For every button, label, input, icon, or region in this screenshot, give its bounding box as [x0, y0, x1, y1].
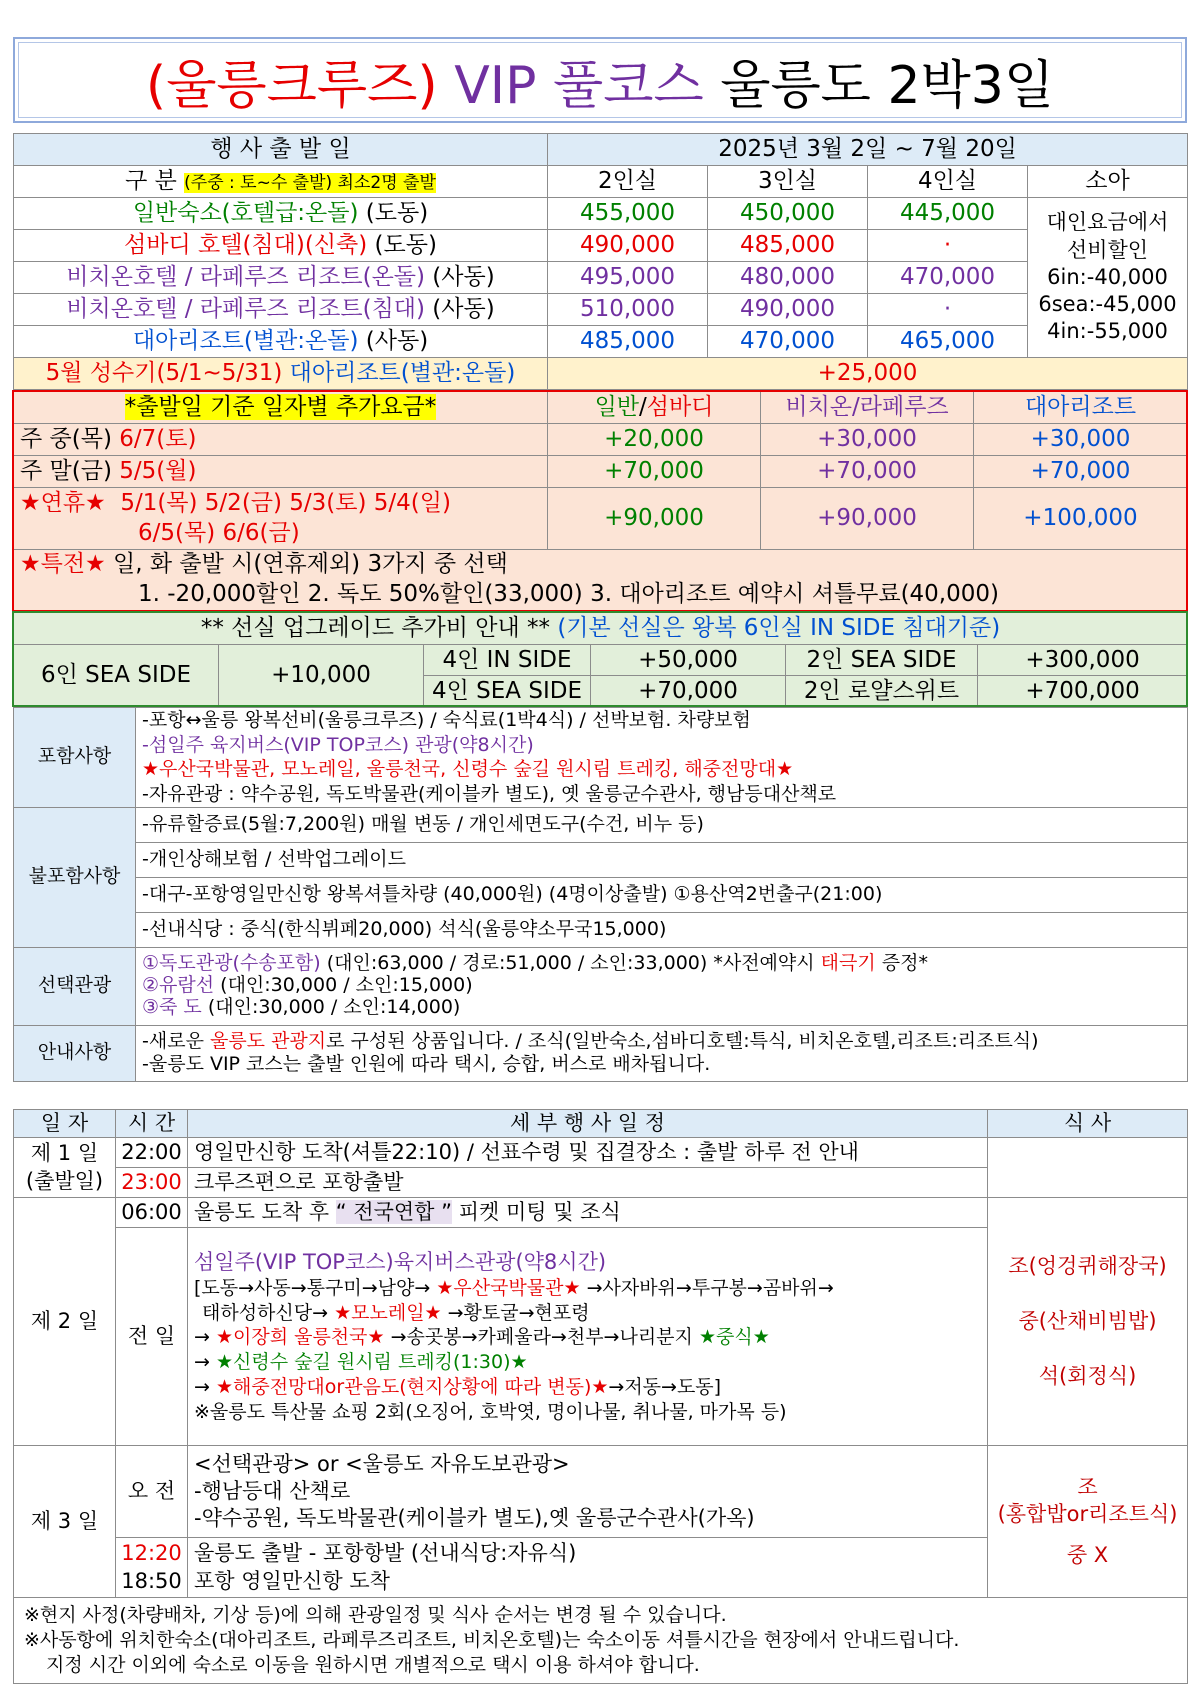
price-cell: 490,000 [708, 294, 868, 326]
surcharge-header: *출발일 기준 일자별 추가요금* [14, 392, 548, 424]
room-row-5: 대아리조트(별관:온돌) (사동) [14, 326, 548, 358]
day-3-meal: 조 (홍합밥or리조트식) 중 X [988, 1446, 1188, 1598]
time-cell: 22:00 [116, 1138, 188, 1168]
surcharge-weekend: 주 말(금) 5/5(월) [14, 456, 548, 488]
group-label: 구 분 [125, 168, 177, 195]
surcharge-table [13, 391, 1188, 611]
excluded-4: -선내식당 : 중식(한식뷔페20,000) 석식(울릉약소무국15,000) [136, 912, 1188, 947]
departure-label: 행 사 출 발 일 [14, 134, 548, 166]
day-2-itinerary: 섬일주(VIP TOP코스)육지버스관광(약8시간) [도동→사동→통구미→남양→ ★우산국박물관★ →사자바위→투구봉→곰바위→ 태하성하신당→ ★모노레일★ →황토굴→현포령 → ★이장희 울릉천국★ →송곳봉→카페울라→천부→나리분지 ★중식★ → ★신령수 숲길 원시림 트레킹(1:30)★ → ★해중전망대or관음도(현지상황에 따라 변동)★→저동→도동] ※울릉도 특산물 쇼핑 2회(오징어, 호박엿, 명이나물, 취나물, 마가목 등) [188, 1228, 988, 1446]
price-cell: 490,000 [548, 230, 708, 262]
surcharge-cell: +70,000 [548, 456, 761, 488]
included-content: -포항↔울릉 왕복선비(울릉크루즈) / 숙식료(1박4식) / 선박보험. 차량보험 -섬일주 육지버스(VIP TOP코스) 관광(약8시간) ★우산국박물관, 모노레일, 울릉천국, 신령수 숲길 원시림 트레킹, 해중전망대★ -자유관광 : 약수공원, 독도박물관(케이블카 별도), 옛 울릉군수관사, 행남등대산책로 [136, 708, 1188, 808]
excluded-3: -대구-포항영일만신항 왕복셔틀차량 (40,000원) (4명이상출발) ①용산역2번출구(21:00) [136, 877, 1188, 912]
included-label: 포함사항 [14, 708, 136, 808]
title-banner [13, 37, 1187, 123]
time-cell: 오 전 [116, 1446, 188, 1538]
group-note: (주중 : 토~수 출발) 최소2명 출발 [184, 173, 436, 194]
schedule-h-day: 일 자 [14, 1110, 116, 1138]
price-cell: 510,000 [548, 294, 708, 326]
surcharge-col-2: 비치온/라페루즈 [761, 392, 974, 424]
col-child: 소아 [1028, 166, 1188, 198]
day-2: 제 2 일 [14, 1198, 116, 1446]
room-row-4: 비치온호텔 / 라페루즈 리조트(침대) (사동) [14, 294, 548, 326]
surcharge-cell: +30,000 [761, 424, 974, 456]
excluded-label: 불포함사항 [14, 807, 136, 947]
upgrade-2-royal: 2인 로얄스위트 [786, 676, 978, 707]
day-3-morning: <선택관광> or <울릉도 자유도보관광> -행남등대 산책로 -약수공원, 독도박물관(케이블카 별도),옛 울릉군수관사(가옥) [188, 1446, 988, 1538]
price-cell: 495,000 [548, 262, 708, 294]
day-2-meal: 조(엉겅퀴해장국) 중(산채비빔밥) 석(회정식) [988, 1198, 1188, 1446]
upgrade-header: ** 선실 업그레이드 추가비 안내 ** (기본 선실은 왕복 6인실 IN SIDE 침대기준) [14, 613, 1188, 645]
price-table [13, 133, 1188, 390]
surcharge-cell: +70,000 [761, 456, 974, 488]
day-1: 제 1 일 (출발일) [14, 1138, 116, 1198]
upgrade-table [13, 612, 1188, 707]
optional-label: 선택관광 [14, 947, 136, 1025]
upgrade-4-sea: 4인 SEA SIDE [424, 676, 591, 707]
upgrade-2-royal-price: +700,000 [978, 676, 1188, 707]
upgrade-6-sea-price: +10,000 [219, 645, 424, 707]
time-cell: 23:00 [116, 1168, 188, 1198]
upgrade-4-sea-price: +70,000 [591, 676, 786, 707]
price-cell: 485,000 [708, 230, 868, 262]
special-benefit: ★특전★ 일, 화 출발 시(연휴제외) 3가지 중 선택 1. -20,000할인 2. 독도 50%할인(33,000) 3. 대아리조트 예약시 셔틀무료(40,000) [14, 550, 1188, 611]
upgrade-2-sea: 2인 SEA SIDE [786, 645, 978, 676]
info-table [13, 707, 1188, 1082]
day-3: 제 3 일 [14, 1446, 116, 1598]
schedule-table [13, 1109, 1188, 1684]
optional-content: ①독도관광(수송포함) (대인:63,000 / 경로:51,000 / 소인:33,000) *사전예약시 태극기 증정* ②유람선 (대인:30,000 / 소인:15,000) ③죽 도 (대인:30,000 / 소인:14,000) [136, 947, 1188, 1025]
col-2person: 2인실 [548, 166, 708, 198]
upgrade-6-sea: 6인 SEA SIDE [14, 645, 219, 707]
notice-content: -새로운 울릉도 관광지로 구성된 상품입니다. / 조식(일반숙소,섬바디호텔:특식, 비치온호텔,리조트:리조트식) -울릉도 VIP 코스는 출발 인원에 따라 택시, 승합, 버스로 배차됩니다. [136, 1025, 1188, 1081]
title-part-1: (울릉크루즈) [145, 55, 438, 116]
day-1-meal [988, 1138, 1188, 1198]
surcharge-holiday: ★연휴★ 5/1(목) 5/2(금) 5/3(토) 5/4(일) 6/5(목) 6/6(금) [14, 488, 548, 550]
room-row-2: 섬바디 호텔(침대)(신축) (도동) [14, 230, 548, 262]
page-title [146, 43, 1054, 118]
event-cell: 울릉도 출발 - 포항항발 (선내식당:자유식) 포항 영일만신항 도착 [188, 1538, 988, 1598]
event-cell: 울릉도 도착 후 “ 전국연합 ” 피켓 미팅 및 조식 [188, 1198, 988, 1228]
surcharge-weekday: 주 중(목) 6/7(토) [14, 424, 548, 456]
upgrade-2-sea-price: +300,000 [978, 645, 1188, 676]
surcharge-col-1: 일반/섬바디 [548, 392, 761, 424]
price-cell: 450,000 [708, 198, 868, 230]
title-part-3: 울릉도 2박3일 [720, 55, 1055, 116]
schedule-h-meal: 식 사 [988, 1110, 1188, 1138]
surcharge-cell: +90,000 [761, 488, 974, 550]
price-cell: 485,000 [548, 326, 708, 358]
schedule-notes: ※현지 사정(차량배차, 기상 등)에 의해 관광일정 및 식사 순서는 변경 될 수 있습니다. ※사동항에 위치한숙소(대아리조트, 라페루즈리조트, 비치온호텔)는 숙소이동 셔틀시간을 현장에서 안내드립니다. 지정 시간 이외에 숙소로 이동을 원하시면 개별적으로 택시 이용 하셔야 합니다. [14, 1598, 1188, 1684]
upgrade-4-in-price: +50,000 [591, 645, 786, 676]
schedule-h-time: 시 간 [116, 1110, 188, 1138]
price-cell: 455,000 [548, 198, 708, 230]
excluded-1: -유류할증료(5월:7,200원) 매월 변동 / 개인세면도구(수건, 비누 등) [136, 807, 1188, 842]
child-discount: 대인요금에서 선비할인 6in:-40,000 6sea:-45,000 4in:-55,000 [1028, 198, 1188, 358]
price-cell: 470,000 [708, 326, 868, 358]
surcharge-cell: +20,000 [548, 424, 761, 456]
event-cell: 영일만신항 도착(셔틀22:10) / 선표수령 및 집결장소 : 출발 하루 전 안내 [188, 1138, 988, 1168]
price-cell: 465,000 [868, 326, 1028, 358]
event-cell: 크루즈편으로 포항출발 [188, 1168, 988, 1198]
room-row-1: 일반숙소(호텔급:온돌) (도동) [14, 198, 548, 230]
peak-season-price: +25,000 [548, 358, 1188, 390]
price-cell: · [868, 294, 1028, 326]
price-cell: 470,000 [868, 262, 1028, 294]
surcharge-cell: +90,000 [548, 488, 761, 550]
surcharge-cell: +30,000 [974, 424, 1188, 456]
time-cell: 전 일 [116, 1228, 188, 1446]
excluded-2: -개인상해보험 / 선박업그레이드 [136, 842, 1188, 877]
group-header [14, 166, 548, 198]
schedule-h-detail: 세 부 행 사 일 정 [188, 1110, 988, 1138]
time-cell: 06:00 [116, 1198, 188, 1228]
time-cell: 12:20 18:50 [116, 1538, 188, 1598]
departure-dates: 2025년 3월 2일 ~ 7월 20일 [548, 134, 1188, 166]
title-part-2: VIP 풀코스 [454, 55, 704, 116]
room-row-3: 비치온호텔 / 라페루즈 리조트(온돌) (사동) [14, 262, 548, 294]
col-3person: 3인실 [708, 166, 868, 198]
price-cell: 480,000 [708, 262, 868, 294]
upgrade-4-in: 4인 IN SIDE [424, 645, 591, 676]
col-4person: 4인실 [868, 166, 1028, 198]
price-cell: 445,000 [868, 198, 1028, 230]
surcharge-cell: +100,000 [974, 488, 1188, 550]
surcharge-col-3: 대아리조트 [974, 392, 1188, 424]
notice-label: 안내사항 [14, 1025, 136, 1081]
surcharge-cell: +70,000 [974, 456, 1188, 488]
price-cell: · [868, 230, 1028, 262]
peak-season-label: 5월 성수기(5/1~5/31) 대아리조트(별관:온돌) [14, 358, 548, 390]
